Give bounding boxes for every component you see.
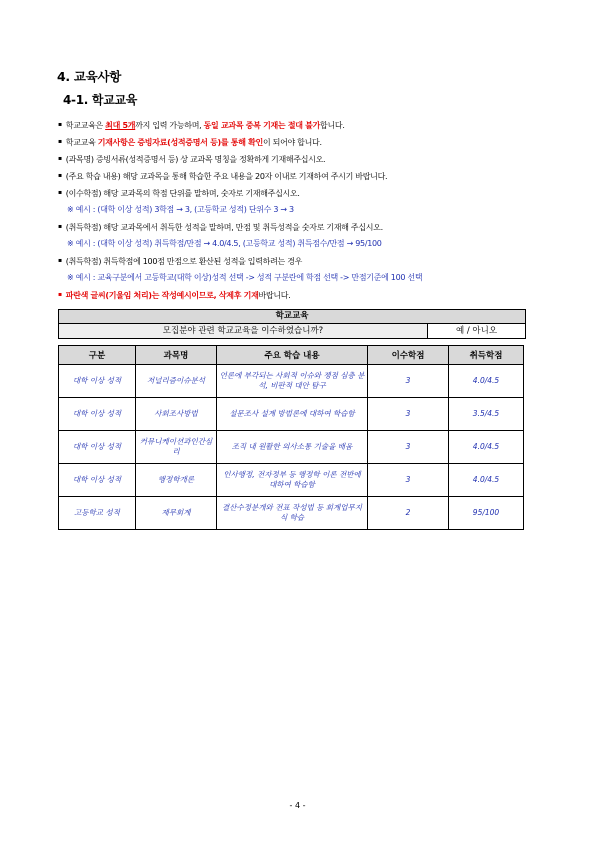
bullet-6: ▪ (취득학점) 해당 교과목에서 취득한 성적을 말하며, 만점 및 취득성적을 숫자로 기재해 주십시오. [58, 223, 383, 232]
header-category: 구분 [59, 346, 136, 365]
bullet-1: ▪ 학교교육은 최대 5개까지 입력 가능하며, 동일 교과목 중복 기재는 절대 불가합니다. [58, 121, 345, 130]
cell-credits[interactable]: 3 [368, 365, 449, 398]
header-grade: 취득학점 [449, 346, 524, 365]
cell-subject[interactable]: 저널리즘이슈분석 [136, 365, 217, 398]
header-subject: 과목명 [136, 346, 217, 365]
cell-category[interactable]: 대학 이상 성적 [59, 431, 136, 464]
cell-content[interactable]: 설문조사 설계 방법론에 대하여 학습함 [217, 398, 368, 431]
cell-subject[interactable]: 재무회계 [136, 497, 217, 530]
page-number: - 4 - [289, 801, 306, 810]
bullet-4: ▪ (주요 학습 내용) 해당 교과목을 통해 학습한 주요 내용을 20자 이내로 기재하여 주시기 바랍니다. [58, 172, 388, 181]
cell-content[interactable]: 언론에 부각되는 사회적 이슈와 쟁점 심층 분석, 비판적 대안 탐구 [217, 365, 368, 398]
table-row [59, 398, 524, 431]
cell-credits[interactable]: 3 [368, 431, 449, 464]
bullet-7: ▪ (취득학점) 취득학점에 100점 만점으로 환산된 성적을 입력하려는 경우 [58, 257, 303, 266]
example-3: ※ 예시 : 교육구분에서 고등학교(대학 이상)성적 선택 -> 성적 구분란에 학점 선택 -> 만점기준에 100 선택 [67, 273, 423, 282]
cell-grade[interactable]: 95/100 [449, 497, 524, 530]
cell-category[interactable]: 고등학교 성적 [59, 497, 136, 530]
cell-grade[interactable]: 4.0/4.5 [449, 365, 524, 398]
example-2: ※ 예시 : (대학 이상 성적) 취득학점/만점 → 4.0/4.5, (고등학교 성적) 취득점수/만점 → 95/100 [67, 239, 382, 248]
cell-credits[interactable]: 2 [368, 497, 449, 530]
bullet-8: ▪ 파란색 글씨(기울임 처리)는 작성예시이므로, 삭제후 기재바랍니다. [58, 291, 291, 300]
cell-grade[interactable]: 4.0/4.5 [449, 431, 524, 464]
table-row [59, 431, 524, 464]
subsection-title: 4-1. 학교교육 [63, 93, 138, 107]
cell-credits[interactable]: 3 [368, 464, 449, 497]
cell-content[interactable]: 조직 내 원활한 의사소통 기술을 배움 [217, 431, 368, 464]
cell-category[interactable]: 대학 이상 성적 [59, 464, 136, 497]
header-credits: 이수학점 [368, 346, 449, 365]
table-row [59, 497, 524, 530]
bullet-3: ▪ (과목명) 증빙서류(성적증명서 등) 상 교과목 명칭을 정확하게 기재해주십시오. [58, 155, 326, 164]
question-text: 모집분야 관련 학교교육을 이수하였습니까? [59, 324, 428, 338]
header-content: 주요 학습 내용 [217, 346, 368, 365]
cell-category[interactable]: 대학 이상 성적 [59, 398, 136, 431]
cell-content[interactable]: 결산수정분개와 전표 작성법 등 회계업무지식 학습 [217, 497, 368, 530]
table-header-row [59, 346, 524, 365]
cell-content[interactable]: 인사행정, 전자정부 등 행정학 이론 전반에 대하여 학습함 [217, 464, 368, 497]
question-header: 학교교육 [59, 310, 525, 324]
section-title: 4. 교육사항 [57, 69, 121, 84]
table-row [59, 464, 524, 497]
question-box [58, 309, 526, 339]
cell-subject[interactable]: 커뮤니케이션과인간심리 [136, 431, 217, 464]
question-answer-field[interactable]: 예 / 아니오 [455, 326, 498, 336]
cell-credits[interactable]: 3 [368, 398, 449, 431]
cell-subject[interactable]: 행정학개론 [136, 464, 217, 497]
example-1: ※ 예시 : (대학 이상 성적) 3학점 → 3, (고등학교 성적) 단위수 3 → 3 [67, 205, 294, 214]
bullet-2: ▪ 학교교육 기재사항은 증빙자료(성적증명서 등)를 통해 확인이 되어야 합니다. [58, 138, 322, 147]
cell-subject[interactable]: 사회조사방법 [136, 398, 217, 431]
cell-category[interactable]: 대학 이상 성적 [59, 365, 136, 398]
bullet-5: ▪ (이수학점) 해당 교과목의 학점 단위를 말하며, 숫자로 기재해주십시오. [58, 189, 300, 198]
cell-grade[interactable]: 3.5/4.5 [449, 398, 524, 431]
education-table [58, 345, 524, 530]
cell-grade[interactable]: 4.0/4.5 [449, 464, 524, 497]
table-row [59, 365, 524, 398]
